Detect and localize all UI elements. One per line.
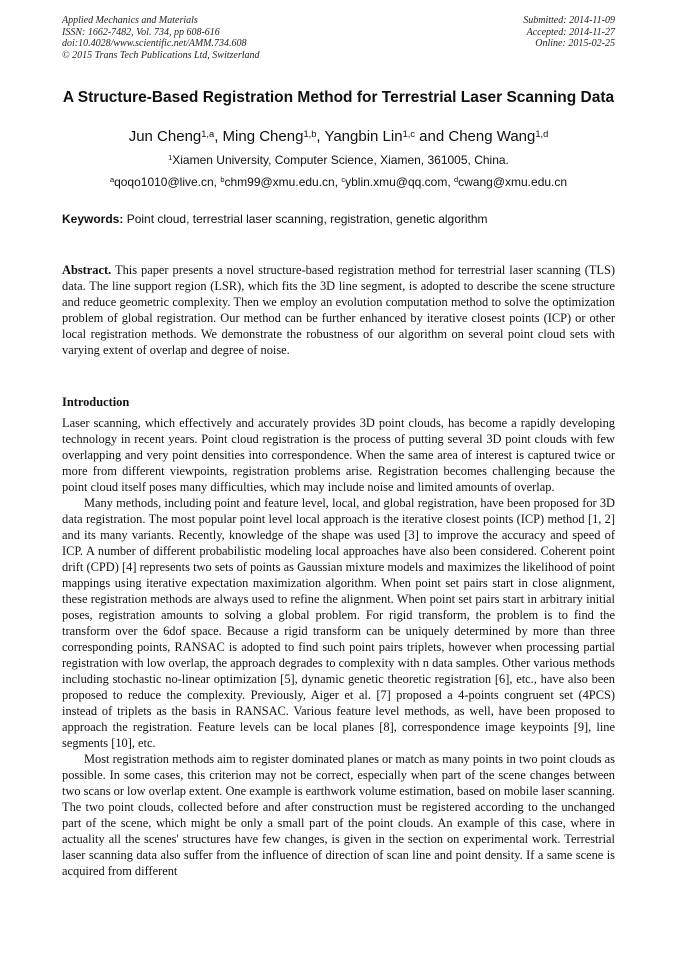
- paragraph: Many methods, including point and feature level, local, and global registration, have been proposed for 3D data registration. The most popular point level local approach is the iterative closest points (ICP) method [1, 2] and its many variants. Recently, knowledge of the shape was used [3] to improve the accuracy and speed of ICP. A number of different probabilistic modeling local approaches have also been considered. Coherent point drift (CPD) [4] represents two sets of points as Gaussian mixture models and maximizes the likelihood of point mappings using iterative expectation maximization algorithm. When point set pairs start in close alignment, these registration methods are always used to refine the alignment. When point set pairs start in arbitrary initial poses, registration amounts to solving a global problem. For rigid transform, the problem is to find the transform over the 6dof space. Because a rigid transform can be uniquely determined by more than three corresponding points, RANSAC is adopted to find such point pairs triplets, however when processing partial registration with low overlap, the approach degrades to complexity with n data samples. Other various methods including stochastic no-linear optimization [5], dynamic genetic theoretic registration [6], etc., have also been proposed to reduce the complexity. Previously, Aiger et al. [7] proposed a 4-points congruent set (4PCS) instead of triplets as the basis in RANSAC. Various feature level methods, as well, have been proposed to approach the registration. Feature levels can be local planes [8], correspondence image keypoints [9], line segments [10], etc.: [62, 496, 615, 750]
- paragraph: Most registration methods aim to register dominated planes or match as many points in two point clouds as possible. In some cases, this criterion may not be correct, especially when part of the scene changes between two scans or low overlap extent. One example is earthwork volume estimation, based on mobile laser scanning. The two point clouds, collected before and after construction must be registered according to the unchanged part of the scene, which might be only a small part of the point clouds. An example of this case, where in actuality all the scenes' structures have few changes, is given in the section on experimental work. Terrestrial laser scanning data also suffer from the influence of direction of scan line and point density. If a same scene is acquired from different: [62, 752, 615, 878]
- abstract-label: Abstract.: [62, 263, 112, 277]
- email-link[interactable]: yblin.xmu@qq.com: [345, 175, 448, 189]
- abstract: [62, 262, 615, 358]
- submitted-date: Submitted: 2014-11-09: [523, 15, 615, 26]
- affiliation: $^1$Xiamen University, Computer Science, Xiamen, 361005, China.: [168, 153, 509, 167]
- journal-doi[interactable]: doi:10.4028/www.scientific.net/AMM.734.608: [62, 38, 247, 49]
- author-list: Jun Cheng$^{1,a}$, Ming Cheng$^{1,b}$, Yangbin Lin$^{1,c}$ and Cheng Wang$^{1,d}$: [128, 128, 549, 145]
- author-emails: $^a$qoqo1010@live.cn, $^b$chm99@xmu.edu.cn, $^c$yblin.xmu@qq.com, $^d$cwang@xmu.edu.cn: [109, 175, 568, 189]
- online-date: Online: 2015-02-25: [535, 38, 615, 49]
- paper-title: A Structure-Based Registration Method for Terrestrial Laser Scanning Data: [62, 89, 615, 106]
- journal-name: Applied Mechanics and Materials: [62, 15, 198, 26]
- journal-header-left: [62, 15, 260, 61]
- author: Cheng Wang$^{1,d}$: [448, 128, 549, 145]
- accepted-date: Accepted: 2014-11-27: [526, 26, 615, 38]
- abstract-text: This paper presents a novel structure-based registration method for terrestrial laser scanning (TLS) data. The line support region (LSR), which fits the 3D line segment, is adopted to describe the scene structure and reduce geometric complexity. Then we employ an evolution computation method to solve the optimization problem of global registration. Our method can be further enhanced by iterative closest points (ICP) or other local registration methods. We demonstrate the robustness of our algorithm on several point cloud sets with varying extent of overlap and degree of noise.: [62, 263, 616, 357]
- journal-copyright: © 2015 Trans Tech Publications Ltd, Switzerland: [62, 49, 260, 61]
- keywords-label: Keywords:: [62, 212, 124, 226]
- email-link[interactable]: qoqo1010@live.cn: [114, 175, 214, 189]
- keywords-text: Point cloud, terrestrial laser scanning, registration, genetic algorithm: [126, 212, 488, 226]
- author: Jun Cheng$^{1,a}$: [128, 128, 215, 145]
- section-heading-introduction: Introduction: [62, 395, 130, 409]
- introduction-body: [62, 415, 615, 879]
- author: Yangbin Lin$^{1,c}$: [324, 128, 415, 145]
- email-link[interactable]: cwang@xmu.edu.cn: [458, 175, 568, 189]
- keywords: [62, 212, 615, 227]
- journal-header-right: [523, 15, 615, 50]
- author: Ming Cheng$^{1,b}$: [222, 128, 317, 145]
- email-link[interactable]: chm99@xmu.edu.cn: [224, 175, 335, 189]
- paragraph: Laser scanning, which effectively and accurately provides 3D point clouds, has become a rapidly developing technology in recent years. Point cloud registration is the process of putting several 3D point clouds with few overlapping and very point densities into correspondence. When the same area of interest is captured twice or more from different viewpoints, registration problems arise. Registration becomes challenging because the point cloud itself poses many difficulties, which may include noise and limited amounts of overlap.: [62, 416, 615, 494]
- journal-issn: ISSN: 1662-7482, Vol. 734, pp 608-616: [62, 26, 220, 38]
